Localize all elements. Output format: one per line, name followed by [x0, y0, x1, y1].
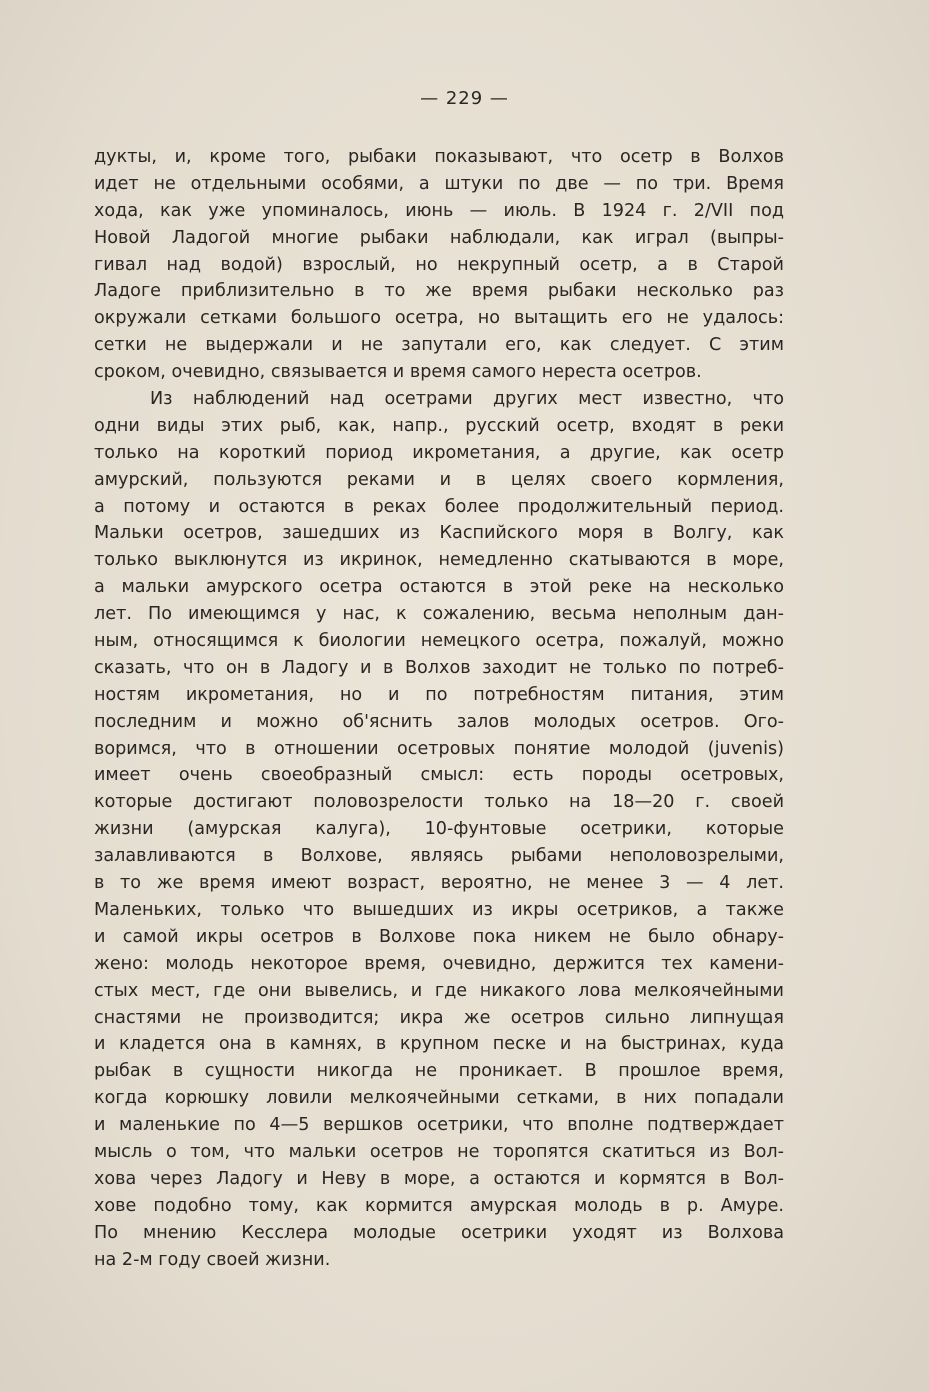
text-line: сетки не выдержали и не запутали его, как следует. С этим [94, 335, 784, 356]
text-line: сказать, что он в Ладогу и в Волхов заходит не только по потреб- [94, 657, 784, 678]
text-line: и маленькие по 4—5 вершков осетрики, что вполне подтверждает [94, 1115, 784, 1136]
text-line: гивал над водой) взрослый, но некрупный осетр, а в Старой [94, 254, 784, 275]
text-line: в то же время имеют возраст, вероятно, не менее 3 — 4 лет. [94, 873, 784, 894]
text-line: когда корюшку ловили мелкоячейными сетками, в них попадали [94, 1088, 784, 1109]
text-line: последним и можно об'яснить залов молодых осетров. Ого- [94, 711, 784, 732]
text-line: одни виды этих рыб, как, напр., русский осетр, входят в реки [94, 415, 784, 436]
text-line: Из наблюдений над осетрами других мест известно, что [150, 389, 784, 410]
text-line: сроком, очевидно, связывается и время самого нереста осетров. [94, 362, 702, 383]
text-line: на 2-м году своей жизни. [94, 1249, 331, 1270]
text-line: амурский, пользуются реками и в целях своего кормления, [94, 469, 784, 490]
text-line: Маленьких, только что вышедших из икры осетриков, а также [94, 899, 784, 920]
text-line: только выклюнутся из икринок, немедленно скатываются в море, [94, 550, 784, 571]
text-line: идет не отдельными особями, а штуки по две — по три. Время [94, 173, 784, 194]
text-line: жено: молодь некоторое время, очевидно, держится тех камени- [94, 953, 784, 974]
text-line: По мнению Кесслера молодые осетрики уходят из Волхова [94, 1222, 784, 1243]
text-line: только на короткий пориод икрометания, а другие, как осетр [94, 442, 784, 463]
text-line: окружали сетками большого осетра, но вытащить его не удалось: [94, 308, 784, 329]
text-line: лет. По имеющимся у нас, к сожалению, весьма неполным дан- [94, 604, 784, 625]
text-line: а мальки амурского осетра остаются в этой реке на несколько [94, 577, 784, 598]
text-line: ным, относящимся к биологии немецкого осетра, пожалуй, можно [94, 631, 784, 652]
text-line: дукты, и, кроме того, рыбаки показывают, что осетр в Волхов [94, 147, 784, 167]
text-line: мысль о том, что мальки осетров не торопятся скатиться из Вол- [94, 1141, 784, 1162]
text-line: которые достигают половозрелости только на 18—20 г. своей [94, 792, 784, 813]
text-line: воримся, что в отношении осетровых понятие молодой (juvenis) [94, 738, 784, 759]
text-line: имеет очень своеобразный смысл: есть породы осетровых, [94, 765, 784, 786]
text-line: хова через Ладогу и Неву в море, а остаются и кормятся в Вол- [94, 1168, 784, 1189]
text-line: и самой икры осетров в Волхове пока никем не было обнару- [94, 926, 784, 947]
text-line: снастями не производится; икра же осетров сильно липнущая [94, 1007, 784, 1028]
text-body [94, 144, 784, 1273]
text-line: хода, как уже упоминалось, июнь — июль. В 1924 г. 2/VII под [94, 200, 784, 221]
text-line: хове подобно тому, как кормится амурская молодь в р. Амуре. [94, 1195, 784, 1216]
text-line: стых мест, где они вывелись, и где никакого лова мелкоячейными [94, 980, 784, 1001]
text-line: рыбак в сущности никогда не проникает. В прошлое время, [94, 1061, 784, 1082]
page-number: — 229 — [420, 88, 509, 109]
text-line: жизни (амурская калуга), 10-фунтовые осетрики, которые [94, 819, 784, 840]
text-line: Мальки осетров, зашедших из Каспийского моря в Волгу, как [94, 523, 784, 544]
text-line: Новой Ладогой многие рыбаки наблюдали, как играл (выпры- [94, 227, 784, 248]
text-line: а потому и остаются в реках более продолжительный период. [94, 496, 784, 517]
text-line: Ладоге приблизительно в то же время рыбаки несколько раз [94, 281, 784, 302]
text-line: ностям икрометания, но и по потребностям питания, этим [94, 684, 784, 705]
text-line: и кладется она в камнях, в крупном песке и на быстринах, куда [94, 1034, 784, 1055]
text-line: залавливаются в Волхове, являясь рыбами неполовозрелыми, [94, 846, 784, 867]
